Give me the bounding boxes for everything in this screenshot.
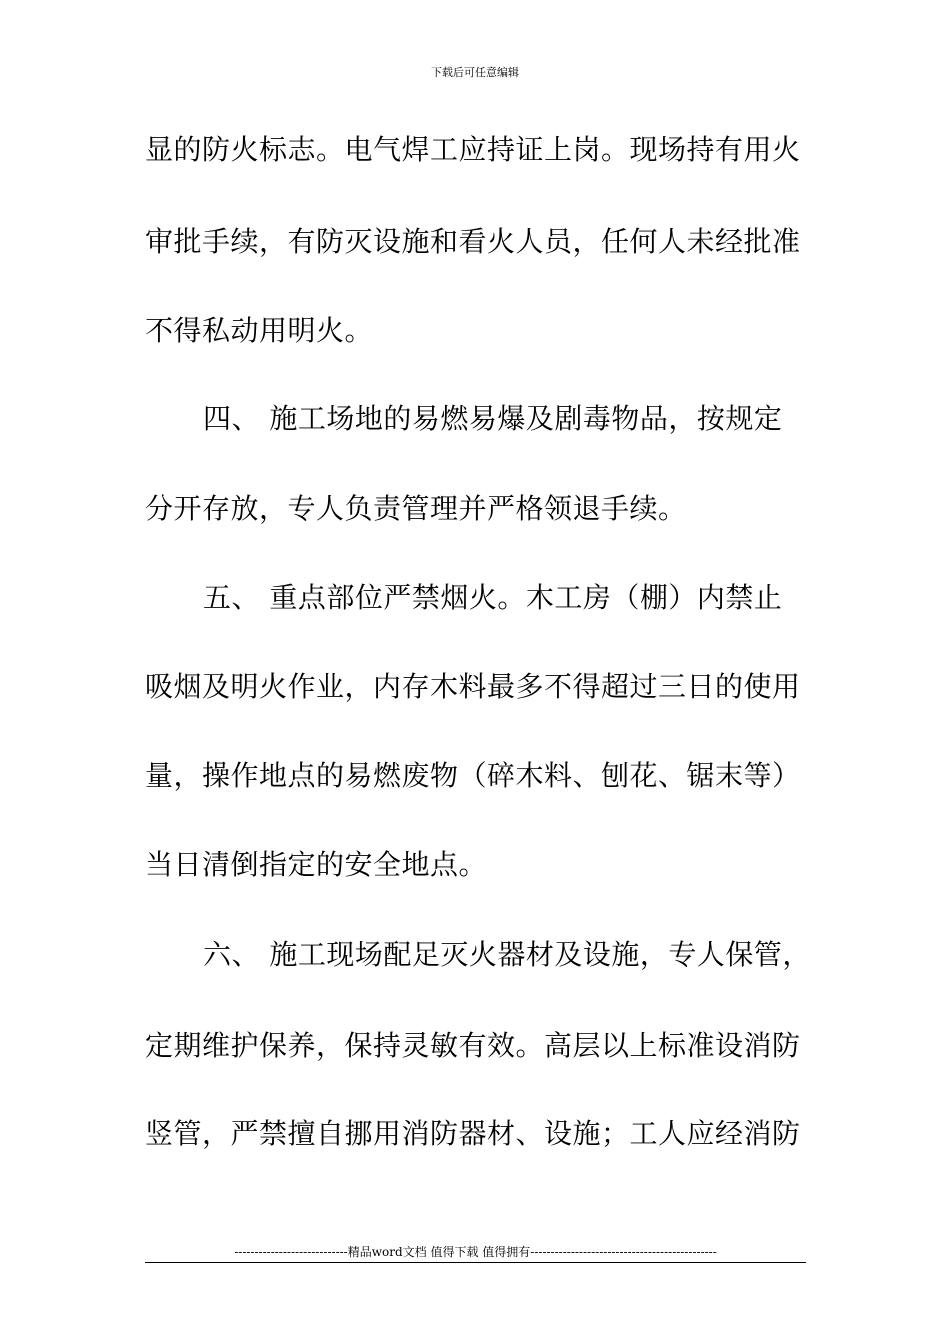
paragraph-line: 量，操作地点的易燃废物（碎木料、刨花、锯末等） — [145, 759, 801, 792]
footer-divider — [145, 1262, 806, 1263]
paragraph-line: 当日清倒指定的安全地点。 — [145, 848, 488, 881]
paragraph-line: 吸烟及明火作业，内存木料最多不得超过三日的使用 — [145, 670, 801, 703]
paragraph-line: 显的防火标志。电气焊工应持证上岗。现场持有用火 — [145, 133, 801, 166]
paragraph-line: 竖管，严禁擅自挪用消防器材、设施；工人应经消防 — [145, 1117, 801, 1150]
paragraph-line: 不得私动用明火。 — [145, 314, 374, 347]
paragraph-line: 四、 施工场地的易燃易爆及剧毒物品，按规定 — [203, 402, 783, 435]
page-footer-text: ----------------------------精品word文档 值得下载 值得拥有---------------------------------------------- — [234, 1245, 717, 1259]
paragraph-line: 审批手续，有防灭设施和看火人员，任何人未经批准 — [145, 225, 801, 258]
paragraph-line: 六、 施工现场配足灭火器材及设施，专人保管， — [203, 938, 811, 971]
paragraph-line: 定期维护保养，保持灵敏有效。高层以上标准设消防 — [145, 1029, 801, 1062]
paragraph-line: 五、 重点部位严禁烟火。木工房（棚）内禁止 — [203, 581, 783, 614]
paragraph-line: 分开存放，专人负责管理并严格领退手续。 — [145, 492, 687, 525]
page-header-note: 下载后可任意编辑 — [431, 66, 519, 79]
